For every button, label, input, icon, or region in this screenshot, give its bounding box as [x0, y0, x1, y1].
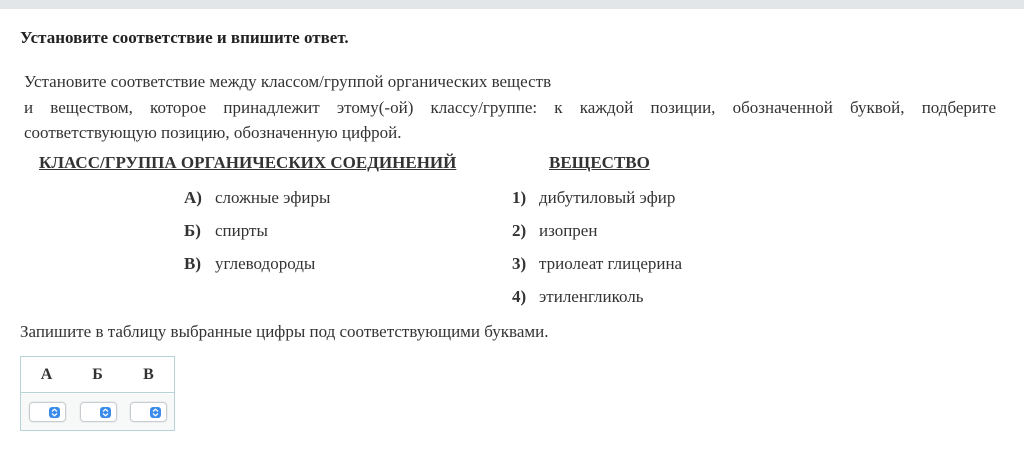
right-column-header: ВЕЩЕСТВО [549, 153, 650, 172]
right-item-key: 3) [512, 254, 527, 273]
right-item-text: дибутиловый эфир [539, 188, 676, 207]
left-item-text: сложные эфиры [215, 188, 331, 207]
answer-table-header-row [21, 357, 174, 393]
right-item-key: 2) [512, 221, 527, 240]
left-item-text: спирты [215, 221, 268, 240]
answer-header-a: А [40, 366, 53, 383]
task-description-line-3: соответствующую позицию, обозначенную цифрой. [24, 123, 402, 142]
answer-select-a[interactable] [29, 402, 66, 422]
answer-table-select-row [21, 394, 174, 430]
right-item-text: триолеат глицерина [539, 254, 683, 273]
answer-select-b[interactable] [80, 402, 117, 422]
right-item-key: 4) [512, 287, 527, 306]
left-item-key: В) [184, 254, 201, 273]
answer-header-v: В [143, 366, 154, 383]
left-item-key: Б) [184, 221, 201, 240]
right-item-text: этиленгликоль [539, 287, 644, 306]
select-stepper-icon [150, 407, 161, 418]
left-column-header: КЛАСС/ГРУППА ОРГАНИЧЕСКИХ СОЕДИНЕНИЙ [39, 153, 457, 172]
answer-header-b: Б [92, 366, 103, 383]
top-bar [0, 0, 1024, 9]
task-heading: Установите соответствие и впишите ответ. [20, 28, 349, 47]
answer-select-v[interactable] [130, 402, 167, 422]
select-stepper-icon [100, 407, 111, 418]
left-item-text: углеводороды [215, 254, 316, 273]
answer-instruction: Запишите в таблицу выбранные цифры под соответствующими буквами. [20, 322, 549, 341]
right-item-key: 1) [512, 188, 527, 207]
select-stepper-icon [49, 407, 60, 418]
answer-table [20, 356, 175, 431]
left-item-key: А) [184, 188, 202, 207]
right-item-text: изопрен [539, 221, 598, 240]
task-description-line-2: и веществом, которое принадлежит этому(-ой) классу/группе: к каждой позиции, обозначенной буквой, подберите [24, 97, 996, 117]
task-description-line-1: Установите соответствие между классом/группой органических веществ [24, 72, 552, 91]
task-description [24, 69, 996, 146]
